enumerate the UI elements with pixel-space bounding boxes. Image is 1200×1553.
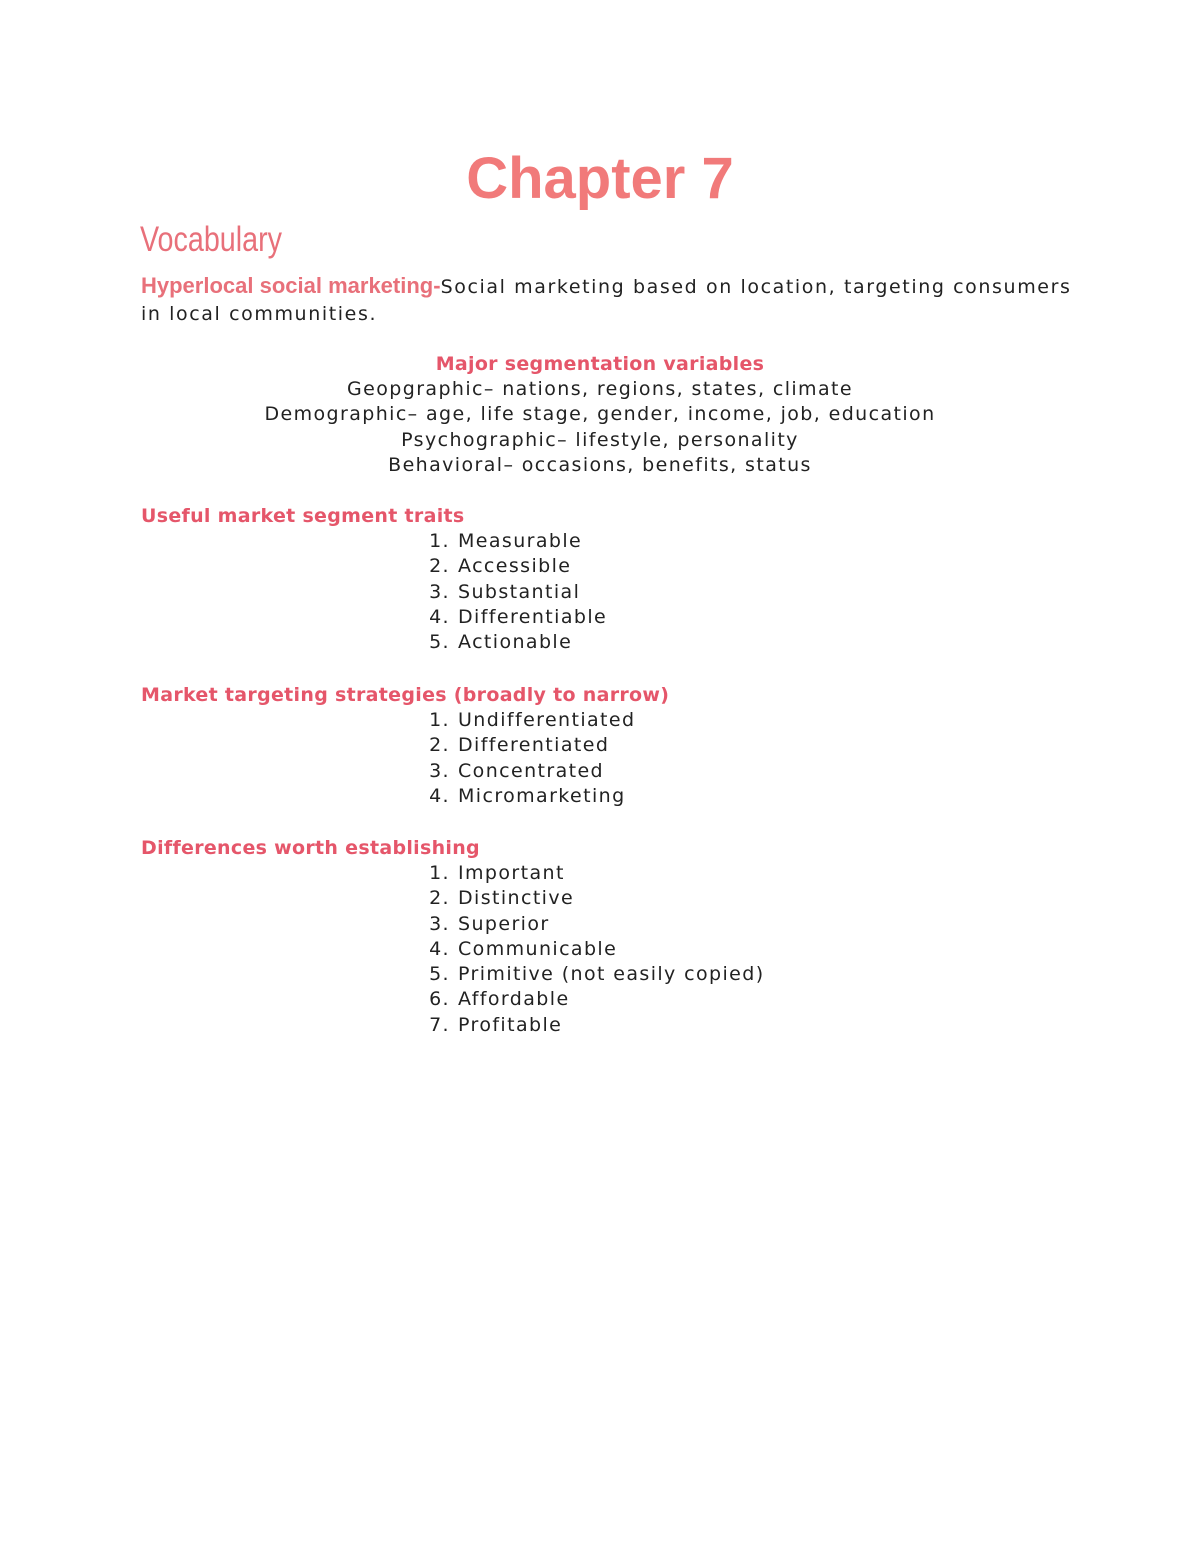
list-text: Measurable: [458, 530, 583, 552]
list-number: 4.: [429, 937, 450, 960]
list-text: Accessible: [458, 555, 572, 578]
list-number: 4.: [429, 605, 450, 628]
list-item: [141, 1013, 1141, 1038]
targeting-strategies-list: [141, 708, 1141, 809]
list-item: [141, 886, 1141, 911]
list-number: 1.: [429, 709, 450, 731]
segmentation-line-psychographic: Psychographic– lifestyle, personality: [401, 428, 799, 451]
list-item: [141, 784, 1141, 809]
list-text: Actionable: [458, 631, 573, 654]
list-text: Differentiated: [458, 734, 610, 757]
list-item: [141, 605, 1141, 630]
list-item: [141, 987, 1141, 1012]
list-number: 5.: [429, 631, 450, 654]
vocabulary-heading: Vocabulary: [140, 220, 283, 259]
segmentation-line-geographic: Geopgraphic– nations, regions, states, climate: [347, 378, 853, 400]
list-item: [141, 630, 1141, 655]
list-item: [141, 708, 1141, 733]
list-text: Micromarketing: [458, 784, 626, 807]
list-item: [141, 580, 1141, 605]
list-item: [141, 937, 1141, 962]
vocabulary-term: Hyperlocal social marketing-: [141, 273, 441, 298]
segment-traits-section: [141, 503, 1141, 655]
list-number: 4.: [429, 784, 450, 807]
list-number: 6.: [429, 988, 450, 1011]
list-text: Distinctive: [458, 887, 575, 910]
segmentation-line-demographic: Demographic– age, life stage, gender, income, job, education: [264, 403, 936, 426]
targeting-strategies-section: [141, 682, 1141, 809]
list-text: Substantial: [458, 580, 581, 603]
vocabulary-definition: [141, 272, 1081, 328]
list-text: Profitable: [458, 1013, 563, 1036]
differences-list: [141, 861, 1141, 1038]
list-number: 3.: [429, 580, 450, 603]
chapter-title: Chapter 7: [466, 146, 734, 211]
list-text: Superior: [458, 912, 550, 935]
list-number: 3.: [429, 912, 450, 935]
segment-traits-heading: Useful market segment traits: [141, 505, 465, 527]
segmentation-variables-section: [0, 351, 1200, 478]
differences-section: [141, 835, 1141, 1038]
list-text: Undifferentiated: [458, 709, 636, 731]
list-number: 2.: [429, 555, 450, 578]
list-text: Important: [458, 862, 565, 884]
list-item: [141, 861, 1141, 886]
list-number: 2.: [429, 887, 450, 910]
segment-traits-list: [141, 529, 1141, 655]
list-text: Differentiable: [458, 605, 608, 628]
list-number: 1.: [429, 530, 450, 552]
list-item: [141, 554, 1141, 579]
list-item: [141, 529, 1141, 554]
differences-heading: Differences worth establishing: [141, 837, 480, 859]
list-item: [141, 733, 1141, 758]
list-number: 2.: [429, 734, 450, 757]
targeting-strategies-heading: Market targeting strategies (broadly to narrow): [141, 684, 670, 706]
list-text: Concentrated: [458, 759, 605, 782]
list-item: [141, 759, 1141, 784]
segmentation-line-behavioral: Behavioral– occasions, benefits, status: [388, 453, 812, 476]
list-number: 7.: [429, 1013, 450, 1036]
segmentation-variables-heading: Major segmentation variables: [435, 353, 765, 375]
vocabulary-definition-text: Social marketing based on location, targeting consumers in local communities.: [141, 276, 1072, 325]
list-item: [141, 912, 1141, 937]
list-text: Affordable: [458, 988, 570, 1011]
list-number: 1.: [429, 862, 450, 884]
list-number: 5.: [429, 963, 450, 986]
list-text: Primitive (not easily copied): [458, 963, 765, 986]
list-item: [141, 962, 1141, 987]
list-text: Communicable: [458, 937, 618, 960]
list-number: 3.: [429, 759, 450, 782]
